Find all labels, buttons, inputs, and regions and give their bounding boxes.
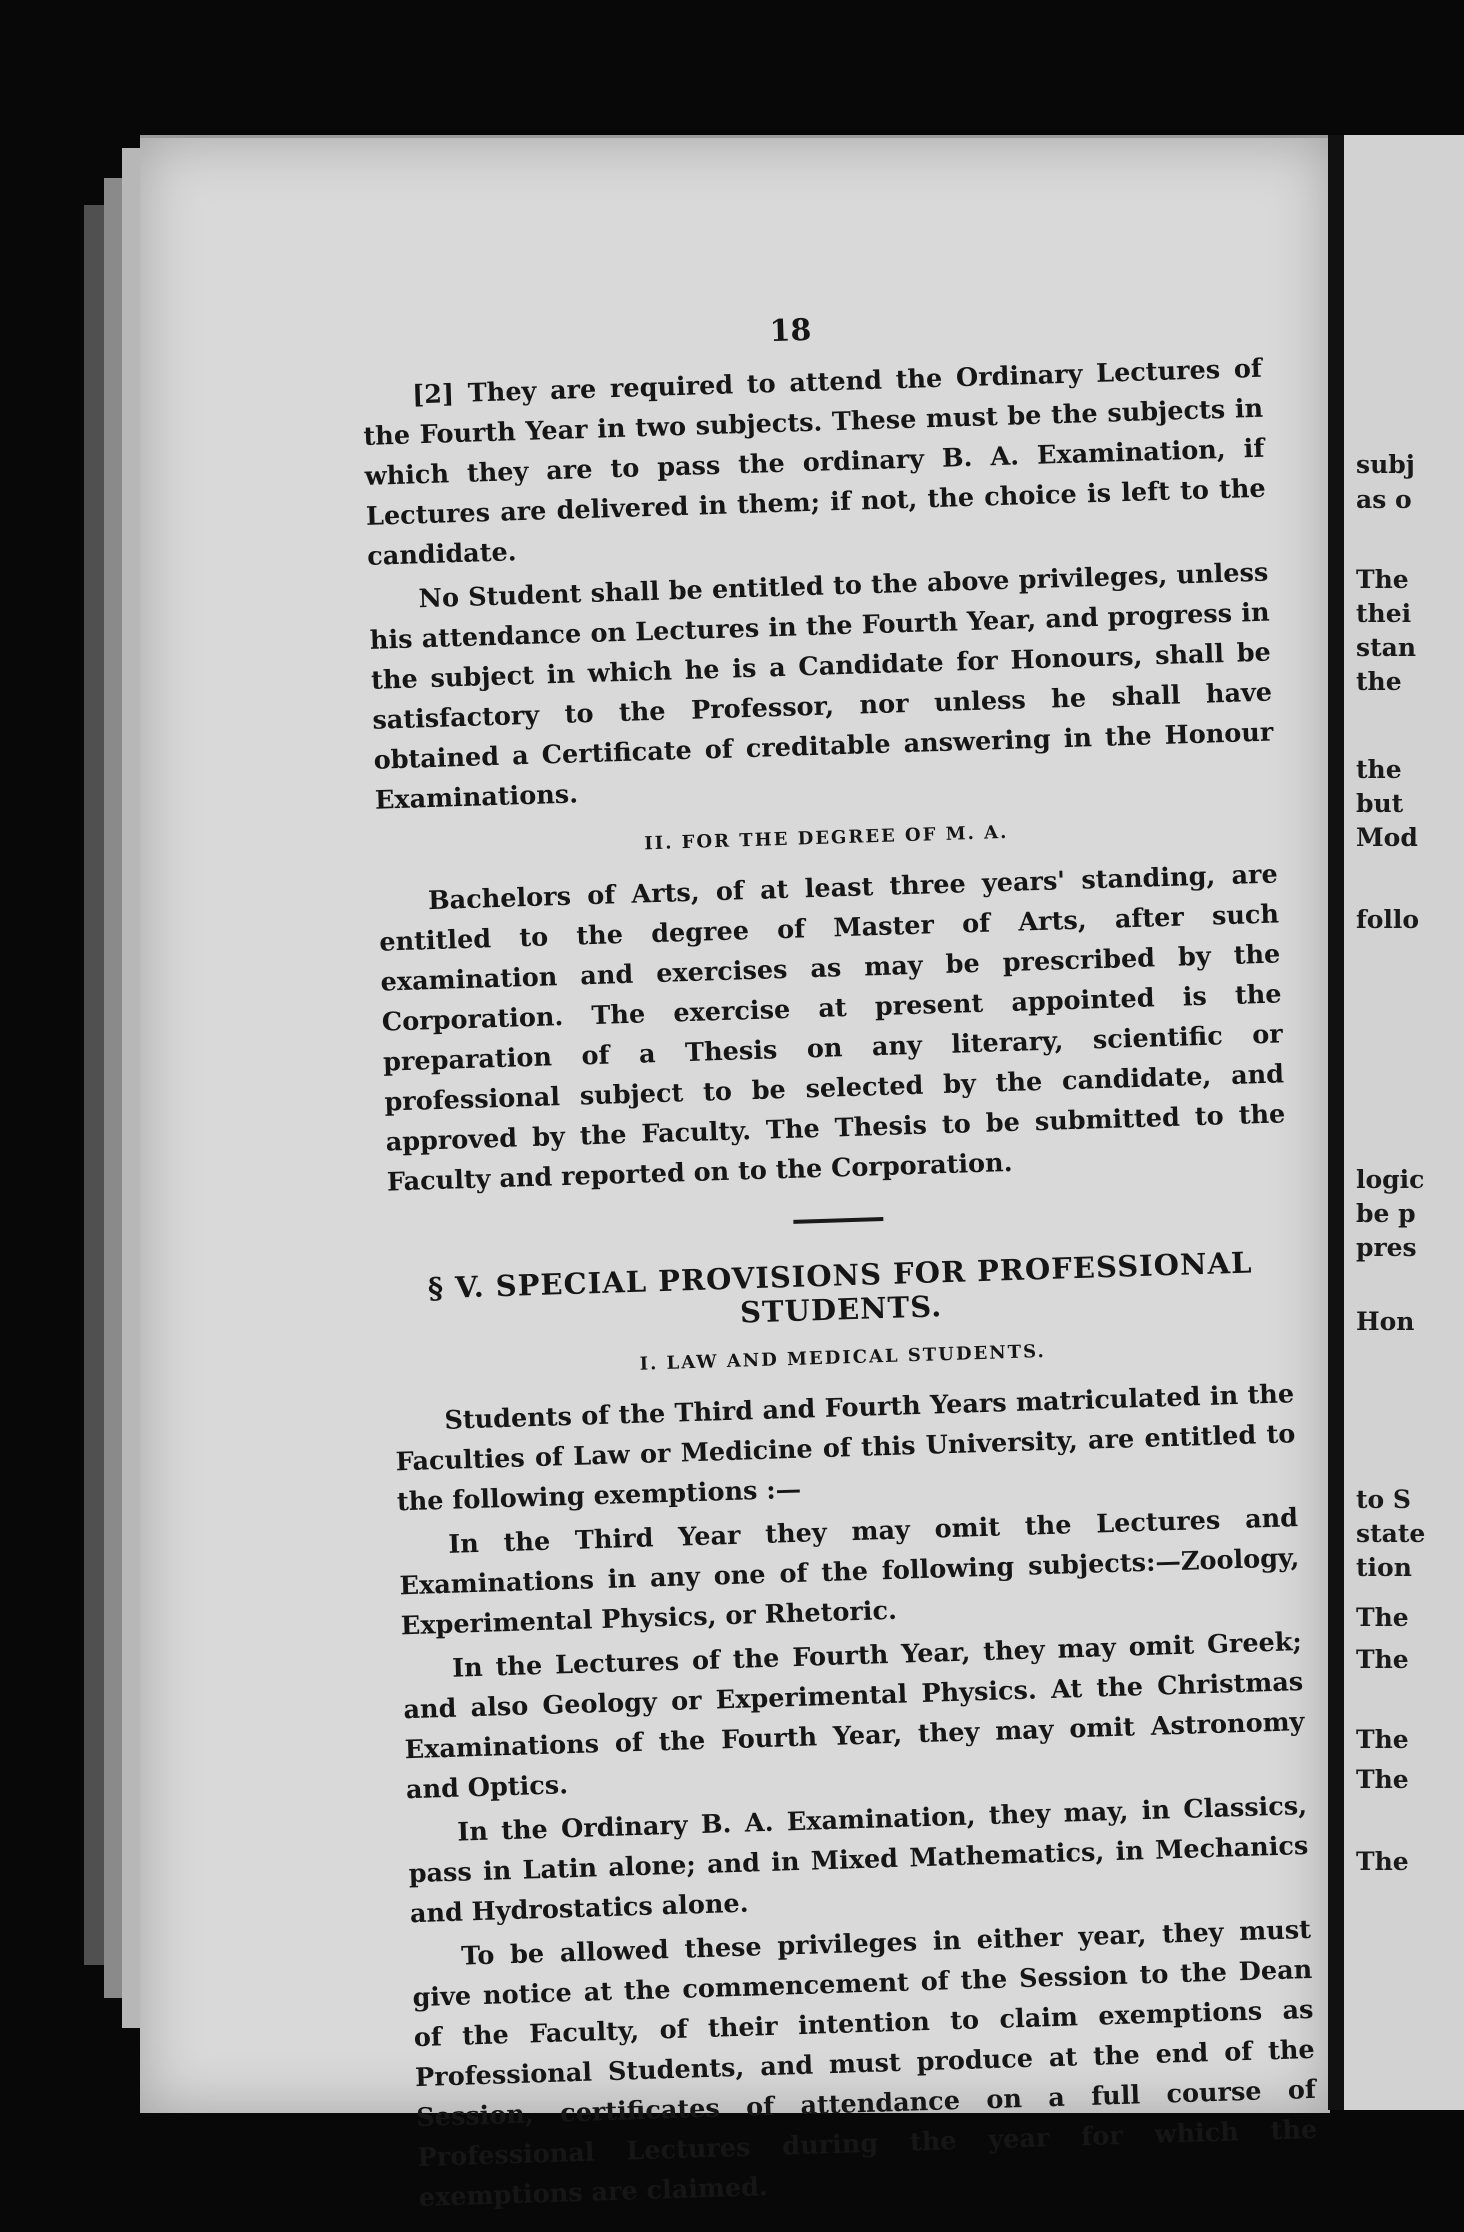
binding-gutter — [1328, 135, 1344, 2110]
right-text-fragment: The — [1356, 565, 1409, 594]
right-text-fragment: as o — [1356, 485, 1412, 514]
right-text-fragment: the — [1356, 755, 1402, 784]
right-text-fragment: pres — [1356, 1233, 1417, 1262]
right-text-fragment: Mod — [1356, 823, 1418, 852]
right-text-fragment: The — [1356, 1847, 1409, 1876]
paragraph: In the Lectures of the Fourth Year, they may omit Greek; and also Geology or Experimental Physics. At the Christmas Examinations of the Fourth Year, they may omit Astronomy and Optics. — [403, 1627, 1305, 1806]
subsection-heading: I. LAW AND MEDICAL STUDENTS. — [639, 1340, 1047, 1375]
divider-rule — [793, 1217, 883, 1224]
right-text-fragment: state — [1356, 1519, 1426, 1548]
right-text-fragment: The — [1356, 1645, 1409, 1674]
right-text-fragment: the — [1356, 667, 1402, 696]
right-text-fragment: be p — [1356, 1199, 1416, 1228]
right-text-fragment: subj — [1356, 450, 1415, 479]
right-text-fragment: The — [1356, 1725, 1409, 1754]
right-text-fragment: stan — [1356, 633, 1416, 662]
paragraph: Students of the Third and Fourth Years matriculated in the Faculties of Law or Medicine of this University, are entitled to the following exemptions :— — [395, 1379, 1296, 1518]
right-text-fragment: Hon — [1356, 1307, 1415, 1336]
right-text-fragment: follo — [1356, 905, 1420, 934]
paragraph: In the Third Year they may omit the Lectures and Examinations in any one of the following subjects:—Zoology, Experimental Physics, or Rhetoric. — [399, 1503, 1300, 1642]
page-number: 18 — [768, 312, 812, 350]
paragraph: Bachelors of Arts, of at least three years' standing, are entitled to the degree of Master of Arts, after such examination and exercises as may be prescribed by the Corporation. The exercise at present appointed is the preparation of a Thesis on any literary, scientific or professional subject to be selected by the candidate, and approved by the Faculty. The Thesis to be submitted to the Faculty and reported on to the Corporation. — [378, 859, 1286, 1198]
page-text — [360, 297, 1319, 2222]
subsection-heading: II. FOR THE DEGREE OF M. A. — [643, 821, 1009, 855]
right-text-fragment: logic — [1356, 1165, 1425, 1194]
paragraph: To be allowed these privileges in either year, they must give notice at the commencement of the Session to the Dean of the Faculty, of their intention to claim exemptions as Professional Students, and must produce at the end of the Session, certificates of attendance on a full course of Professional Lectures during the year for which the exemptions are claimed. — [412, 1914, 1318, 2214]
right-text-fragment: thei — [1356, 599, 1412, 628]
right-text-fragment: but — [1356, 789, 1404, 818]
section-heading: § V. SPECIAL PROVISIONS FOR PROFESSIONAL STUDENTS. — [427, 1245, 1253, 1330]
right-text-fragment: The — [1356, 1603, 1409, 1632]
right-page-fragment — [1344, 135, 1464, 2110]
paragraph: [2] They are required to attend the Ordinary Lectures of the Fourth Year in two subjects. These must be the subjects in which they are to pass the ordinary B. A. Examination, if Lectures are delivered in them; if not, the choice is left to the candidate. — [363, 353, 1267, 572]
paragraph: No Student shall be entitled to the above privileges, unless his attendance on Lectures in the Fourth Year, and progress in the subject in which he is a Candidate for Honours, shall be satisfactory to the Professor, nor unless he shall have obtained a Certificate of creditable answering in the Honour Examinations. — [369, 557, 1274, 816]
paragraph: In the Ordinary B. A. Examination, they may, in Classics, pass in Latin alone; and in Mixed Mathematics, in Mechanics and Hydrostatics alone. — [408, 1790, 1309, 1930]
right-text-fragment: The — [1356, 1765, 1409, 1794]
right-text-fragment: to S — [1356, 1485, 1411, 1514]
right-text-fragment: tion — [1356, 1553, 1412, 1582]
